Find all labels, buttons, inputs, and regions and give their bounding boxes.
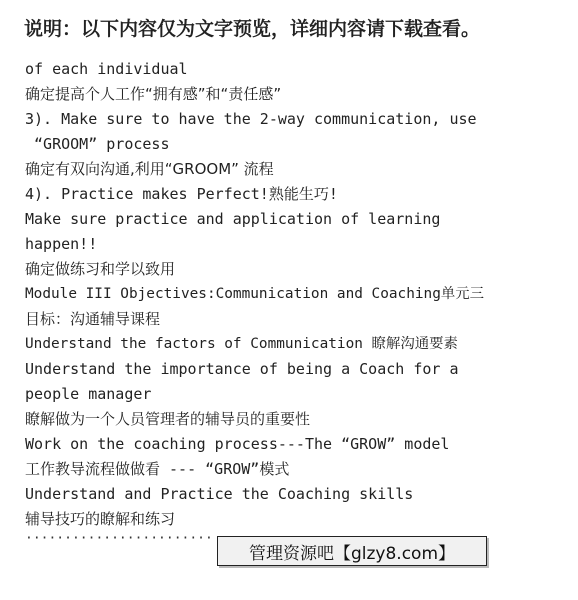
document-body (25, 57, 565, 532)
document-line: 3). Make sure to have the 2-way communication, use (25, 110, 477, 128)
document-line: 辅导技巧的瞭解和练习 (25, 510, 176, 528)
document-line: 4). Practice makes Perfect!熟能生巧! (25, 185, 338, 203)
document-line: 瞭解做为一个人员管理者的辅导员的重要性 (25, 410, 311, 428)
preview-notice: 说明：以下内容仅为文字预览，详细内容请下载查看。 (24, 18, 481, 40)
document-line: Work on the coaching process---The “GROW” model (25, 435, 450, 453)
ellipsis-divider: ························ (25, 531, 213, 546)
document-line: “GROOM” process (25, 135, 170, 153)
document-line: of each individual (25, 60, 188, 78)
document-line: 确定有双向沟通,利用“GROOM” 流程 (25, 160, 274, 178)
document-line: 工作教导流程做做看 --- “GROW”模式 (25, 460, 290, 478)
document-line: people manager (25, 385, 152, 403)
document-line: Understand the importance of being a Coach for a (25, 360, 459, 378)
document-line: 目标：沟通辅导课程 (25, 310, 161, 328)
document-line: happen!! (25, 235, 98, 253)
document-line: Understand and Practice the Coaching skills (25, 485, 414, 503)
document-line: 确定做练习和学以致用 (25, 260, 176, 278)
document-line: Module III Objectives:Communication and Coaching单元三 (25, 286, 485, 302)
site-link-button[interactable]: 管理资源吧【glzy8.com】 (217, 536, 487, 566)
document-line: 确定提高个人工作“拥有感”和“责任感” (25, 85, 282, 103)
document-line: Understand the factors of Communication 瞭解沟通要素 (25, 336, 458, 352)
document-line: Make sure practice and application of learning (25, 210, 441, 228)
